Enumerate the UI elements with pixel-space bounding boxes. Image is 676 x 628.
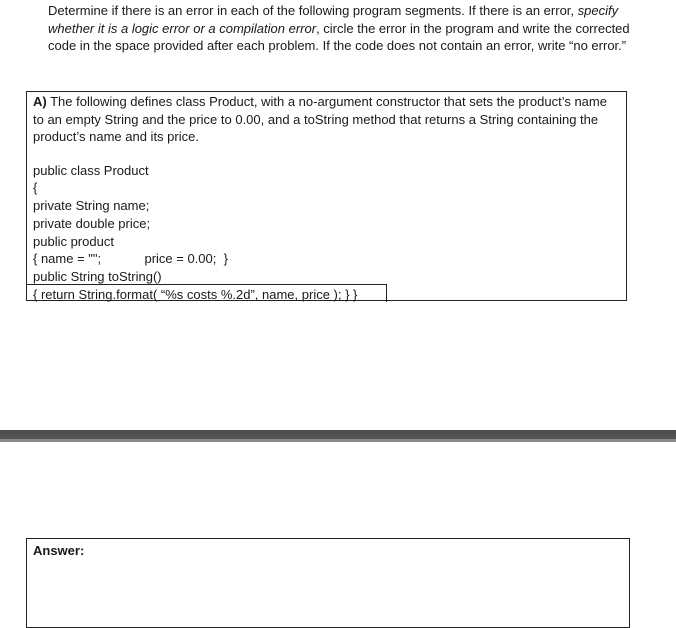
code-line: public product (33, 233, 114, 249)
code-line: { (33, 180, 38, 196)
question-description: The following defines class Product, with a no-argument constructor that sets the product’s name to an empty String and the price to 0.00, and a toString method that returns a String containing the product’s name and its price. (33, 94, 607, 144)
question-label: A) (33, 94, 47, 109)
instructions-text-1: Determine if there is an error in each of the following program segments. If there is an error, (48, 3, 575, 18)
code-line: public String toString() (33, 269, 162, 285)
code-block (33, 162, 620, 304)
code-line: private String name; (33, 198, 150, 214)
page-divider (0, 430, 676, 442)
instructions (48, 2, 648, 55)
question-box (26, 91, 627, 301)
instructions-text-2: , circle the error in the program and write the corrected code in the space provided after each problem. If the code does not contain an error, write “no error.” (48, 20, 630, 53)
code-line: { name = ""; price = 0.00; } (33, 251, 228, 267)
answer-box[interactable] (26, 538, 630, 628)
code-line: private double price; (33, 215, 151, 231)
code-last-line-border (26, 284, 387, 302)
instructions-italic: specify whether it is a logic error or a compilation error (48, 3, 619, 36)
question-text (33, 93, 620, 146)
code-line: { return String.format( “%s costs %.2d”, name, price ); } } (33, 287, 358, 303)
code-line: public class Product (33, 162, 149, 178)
answer-label: Answer: (33, 543, 85, 558)
